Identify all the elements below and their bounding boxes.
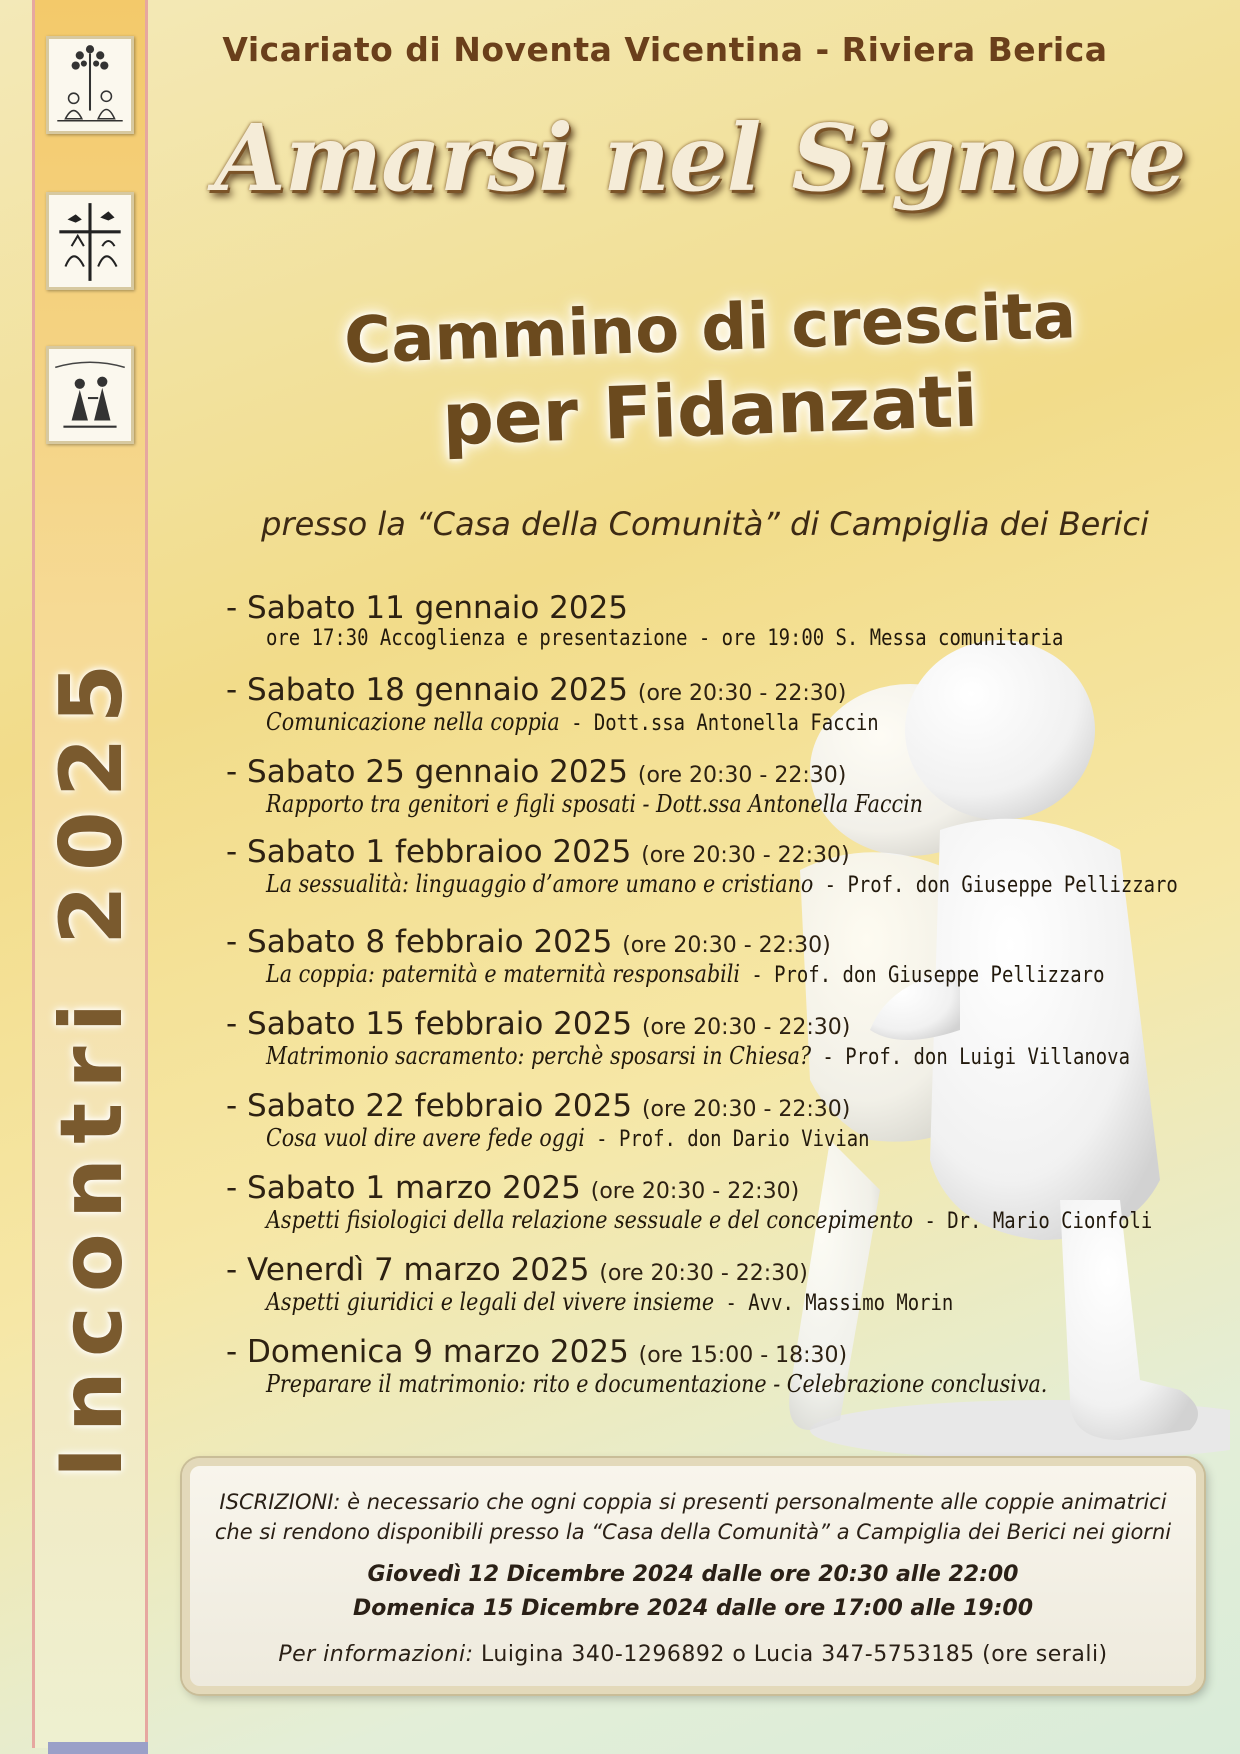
meeting-topic: La coppia: paternità e maternità responsabili [266,960,740,988]
info-contacts: Luigina 340-1296892 o Lucia 347-5753185 (ore serali) [481,1642,1108,1667]
subtitle-line-1: Cammino di crescita [342,279,1078,379]
meeting-item [226,672,1226,736]
meeting-date: - Domenica 9 marzo 2025 [226,1334,629,1370]
meeting-item [226,590,1226,651]
meeting-topic: Aspetti fisiologici della relazione sessuale e del concepimento [266,1206,914,1234]
meeting-speaker: - Prof. don Dario Vivian [584,1127,870,1152]
meeting-speaker: - Avv. Massimo Morin [714,1291,954,1316]
meeting-time: (ore 20:30 - 22:30) [622,933,831,958]
registration-box [182,1458,1204,1694]
vicariate-heading: Vicariato di Noventa Vicentina - Riviera Berica [222,30,1108,69]
page-title: Amarsi nel Signore [214,104,1186,212]
meeting-time: (ore 20:30 - 22:30) [599,1261,808,1286]
meeting-topic: Preparare il matrimonio: rito e documentazione - Celebrazione conclusiva. [266,1370,1048,1398]
meeting-speaker: - Dott.ssa Antonella Faccin [559,711,879,736]
meeting-item [226,1170,1226,1234]
meeting-topic: Aspetti giuridici e legali del vivere insieme [266,1288,715,1316]
registration-note-line-1: ISCRIZIONI: è necessario che ogni coppia si presenti personalmente alle coppie animatrici [219,1490,1167,1514]
meeting-date: - Venerdì 7 marzo 2025 [226,1252,590,1288]
meeting-date: - Sabato 25 gennaio 2025 [226,754,629,790]
meeting-time: (ore 20:30 - 22:30) [641,843,850,868]
meeting-speaker: - Prof. don Giuseppe Pellizzaro [739,963,1105,988]
meeting-speaker: - Prof. don Giuseppe Pellizzaro [813,873,1178,898]
meeting-item [226,1006,1226,1070]
meeting-topic: ore 17:30 Accoglienza e presentazione - ore 19:00 S. Messa comunitaria [266,626,1064,651]
meeting-date: - Sabato 22 febbraio 2025 [226,1088,633,1124]
meeting-time: (ore 20:30 - 22:30) [637,763,847,788]
meeting-topic: Rapporto tra genitori e figli sposati - Dott.ssa Antonella Faccin [266,790,923,818]
meeting-topic: Comunicazione nella coppia [266,708,560,736]
meeting-item [226,924,1226,988]
meeting-item [226,834,1226,898]
meeting-speaker: - Dr. Mario Cionfoli [913,1209,1153,1234]
meeting-item [226,1334,1226,1398]
meeting-date: - Sabato 8 febbraio 2025 [226,924,613,960]
registration-date-2: Domenica 15 Dicembre 2024 dalle ore 17:00 alle 19:00 [352,1596,1034,1621]
cross-birds-emblem [46,192,134,290]
meeting-topic: La sessualità: linguaggio d’amore umano e cristiano [266,870,814,898]
couple-emblem [46,346,134,444]
meeting-topic: Matrimonio sacramento: perchè sposarsi in Chiesa? [266,1042,812,1070]
sidebar-footer-bar [48,1742,148,1754]
meeting-date: - Sabato 1 marzo 2025 [226,1170,581,1206]
meeting-time: (ore 20:30 - 22:30) [590,1179,800,1204]
info-label: Per informazioni: [278,1642,474,1667]
meeting-time: (ore 20:30 - 22:30) [637,681,847,706]
meeting-date: - Sabato 15 febbraio 2025 [226,1006,633,1042]
meeting-date: - Sabato 11 gennaio 2025 [226,590,629,626]
meeting-speaker: - Prof. don Luigi Villanova [811,1045,1130,1070]
meeting-date: - Sabato 18 gennaio 2025 [226,672,629,708]
venue-line: presso la “Casa della Comunità” di Campiglia dei Berici [261,505,1149,543]
registration-note-line-2: che si rendono disponibili presso la “Casa della Comunità” a Campiglia dei Berici nei giorni [214,1520,1172,1544]
meeting-time: (ore 20:30 - 22:30) [641,1015,851,1040]
meeting-date: - Sabato 1 febbraioo 2025 [226,834,632,870]
meeting-item [226,1252,1226,1316]
meeting-topic: Cosa vuol dire avere fede oggi [266,1124,585,1152]
vertical-title: Incontri 2025 [42,649,142,1479]
meeting-time: (ore 15:00 - 18:30) [638,1343,848,1368]
meeting-time: (ore 20:30 - 22:30) [641,1097,851,1122]
registration-date-1: Giovedì 12 Dicembre 2024 dalle ore 20:30 alle 22:00 [367,1562,1019,1587]
meeting-item [226,1088,1226,1152]
subtitle-line-2: per Fidanzati [440,358,980,462]
meeting-item [226,754,1226,818]
